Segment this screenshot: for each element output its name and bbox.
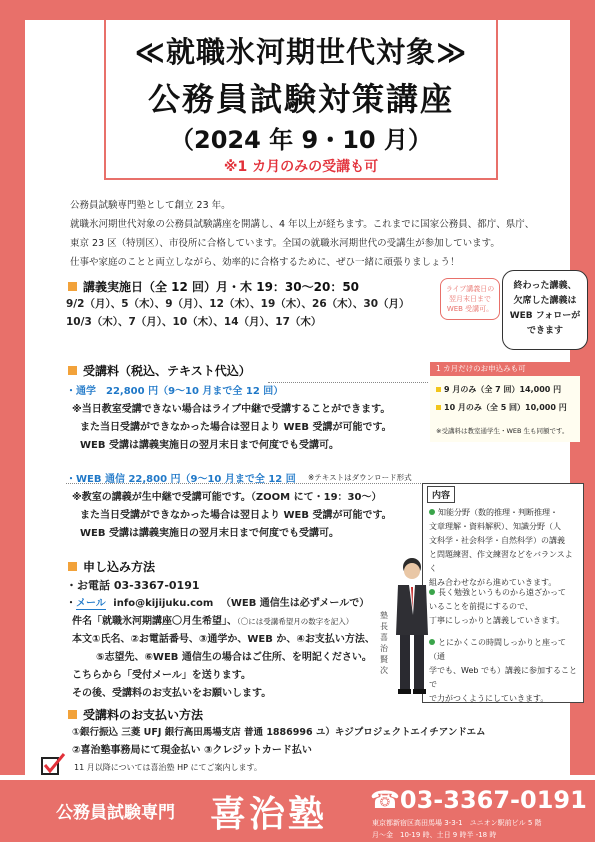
top-band: [0, 0, 595, 20]
title-box: [104, 18, 498, 180]
yellow-square-icon: [436, 387, 441, 392]
apply-subject: [72, 612, 353, 627]
content-line: と問題練習、作文練習などをバランスよく: [429, 550, 573, 573]
footer-label: 公務員試験専門: [56, 803, 175, 823]
content-para3: [429, 636, 579, 706]
title-line2: 公務員試験対策講座: [147, 80, 454, 118]
content-para2: [429, 586, 579, 628]
green-dot-icon: [429, 509, 435, 515]
web-note: ※教室の講義が生中継で受講可能です。（ZOOM にて・19：30～）: [72, 492, 382, 503]
oct-only: [436, 402, 567, 413]
pay-line2: ②喜治塾事務局にて現金払い ③クレジットカード払い: [72, 745, 312, 756]
fee-title-text: 受講料（税込、テキスト代込）: [83, 364, 251, 378]
intro-line: 公務員試験専門塾として創立 23 年。: [70, 200, 231, 211]
dotted-connector: [268, 382, 428, 383]
intro-line: 東京 23 区（特別区）、市役所に合格しています。全国の就職氷河期世代の受講生が参加しています。: [70, 238, 500, 249]
apply-after: その後、受講料のお支払いをお願いします。: [72, 688, 272, 699]
callout-line: 欠席した講義は: [513, 296, 577, 306]
footer-hours: 月～金 10-19 時、土日 9 時半 -18 時: [372, 831, 497, 839]
mail-address[interactable]: info@kijijuku.com: [113, 598, 214, 609]
schedule-title-text: 講義実施日（全 12 回）月・木 19：30～20：50: [83, 280, 360, 294]
content-line: 学でも、Web でも）講義に参加することで: [429, 666, 577, 689]
teacher-photo: [392, 555, 432, 695]
intro: [70, 196, 540, 272]
callout-line: WEB フォローが: [509, 311, 581, 321]
bubble-line: 翌月末日まで: [449, 295, 491, 303]
subject-note: （〇には受講希望月の数字を記入）: [237, 617, 354, 626]
fee-tsugaku: ・通学 22,800 円（9～10 月まで全 12 回）: [66, 386, 284, 397]
apply-body2: ⑤志望先、⑥WEB 通信生の場合はご住所、を明記ください。: [96, 652, 372, 663]
content-line: 文科学・社会科学・自然科学）の講義: [429, 536, 565, 545]
content-line: 組み合わせながら進めていきます。: [429, 578, 557, 587]
orange-square-icon: [68, 710, 77, 719]
mail-label: メール: [76, 598, 106, 609]
title-line3: （2024 年 9・10 月）: [170, 126, 432, 154]
orange-square-icon: [68, 562, 77, 571]
footer-address: 東京都新宿区高田馬場 3-3-1 ユニオン駅前ビル 5 階: [372, 819, 542, 827]
schedule-line1: 9/2（月）、5（木）、9（月）、12（木）、19（木）、26（木）、30（月）: [66, 298, 410, 310]
title-note: ※1 カ月のみの受講も可: [223, 159, 379, 175]
yellow-square-icon: [436, 405, 441, 410]
sep-only: [436, 384, 561, 395]
pay-title: [68, 706, 203, 723]
footer: [0, 780, 595, 842]
sep-only-text: 9 月のみ（全 7 回）14,000 円: [444, 385, 562, 394]
checkbox-icon: [40, 752, 66, 778]
one-month-box: [430, 362, 580, 442]
web-follow-callout: [502, 270, 588, 350]
content-line: 知能分野（数的推理・判断推理・: [438, 508, 558, 517]
pay-line1: ①銀行振込 三菱 UFJ 銀行高田馬場支店 普通 1886996 ユ）キジプロジェクトエイチアンドエム: [72, 727, 486, 738]
oct-only-text: 10 月のみ（全 5 回）10,000 円: [444, 403, 567, 412]
one-month-head: 1 カ月だけのお申込みも可: [430, 362, 580, 376]
title-line1: ≪就職氷河期世代対象≫: [134, 35, 468, 69]
pay-nov-note: 11 月以降については喜治塾 HP にてご案内します。: [74, 763, 262, 772]
content-line: 文章理解・資料解釈）、知識分野（人: [429, 522, 561, 531]
intro-line: 仕事や家庭のことと両立しながら、効率的に合格するために、ぜひ一緒に頑張りましょう！: [70, 257, 460, 268]
intro-line: 就職氷河期世代対象の公務員試験講座を開講し、4 年以上が経ちます。これまでに国家公務員、都庁、県庁、: [70, 219, 535, 230]
apply-title-text: 申し込み方法: [83, 560, 156, 574]
web-note: また当日受講ができなかった場合は翌日より WEB 受講が可能です。: [80, 510, 392, 521]
callout-line: 終わった講義、: [513, 281, 577, 291]
fee-note: また当日受講ができなかった場合は翌日より WEB 受講が可能です。: [80, 422, 392, 433]
content-line: 丁寧にしっかりと講義していきます。: [429, 616, 565, 625]
content-line: とにかくこの時間しっかりと座って（通: [429, 638, 566, 661]
schedule-line2: 10/3（木）、7（月）、10（木）、14（月）、17（木）: [66, 316, 322, 328]
fee-web-note: ※テキストはダウンロード形式: [308, 473, 412, 482]
footer-school-name: 喜治塾: [210, 794, 328, 835]
content-box: [422, 483, 584, 703]
content-line: 長く勉強というものから遠ざかって: [438, 588, 566, 597]
content-tag: 内容: [427, 486, 455, 503]
fee-web: ・WEB 通信 22,800 円（9～10 月まで全 12 回: [66, 474, 296, 485]
fee-note: WEB 受講は講義実施日の翌月末日まで何度でも受講可。: [80, 440, 339, 451]
content-line: いることを前提にするので、: [429, 602, 533, 611]
schedule-title: [68, 278, 359, 295]
fee-title: [68, 362, 251, 379]
callout-line: できます: [526, 326, 563, 336]
footer-phone[interactable]: ☎03-3367-0191: [370, 786, 587, 814]
fee-note: ※当日教室受講できない場合はライブ中継で受講することができます。: [72, 404, 391, 415]
fee-same-note: ※受講料は教室通学生・WEB 生も同額です。: [436, 427, 569, 435]
pay-title-text: 受講料のお支払い方法: [83, 708, 204, 722]
bubble-line: ライブ講義日の: [445, 285, 495, 293]
subject-text: 件名「就職氷河期講座〇月生希望」、: [72, 616, 237, 627]
apply-reply: こちらから「受付メール」を送ります。: [72, 670, 251, 681]
orange-square-icon: [68, 366, 77, 375]
apply-phone: ・お電話 03-3367-0191: [66, 579, 200, 592]
teacher-caption: 塾長 喜治賢次: [380, 611, 396, 675]
live-bubble: [440, 278, 500, 320]
content-para1: [429, 506, 579, 590]
bubble-line: WEB 受講可。: [446, 305, 494, 313]
orange-square-icon: [68, 282, 77, 291]
apply-body1: 本文①氏名、②お電話番号、③通学か、WEB か、④お支払い方法、: [72, 634, 375, 645]
apply-title: [68, 558, 155, 575]
web-note: WEB 受講は講義実施日の翌月末日まで何度でも受講可。: [80, 528, 339, 539]
left-band: [0, 0, 25, 775]
mail-note: （WEB 通信生は必ずメールで）: [220, 598, 370, 609]
content-line: で力がつくようにしていきます。: [429, 694, 549, 703]
apply-mail-row: ・メール info@kijijuku.com （WEB 通信生は必ずメールで）: [66, 598, 370, 609]
dotted-underline: [66, 483, 421, 484]
